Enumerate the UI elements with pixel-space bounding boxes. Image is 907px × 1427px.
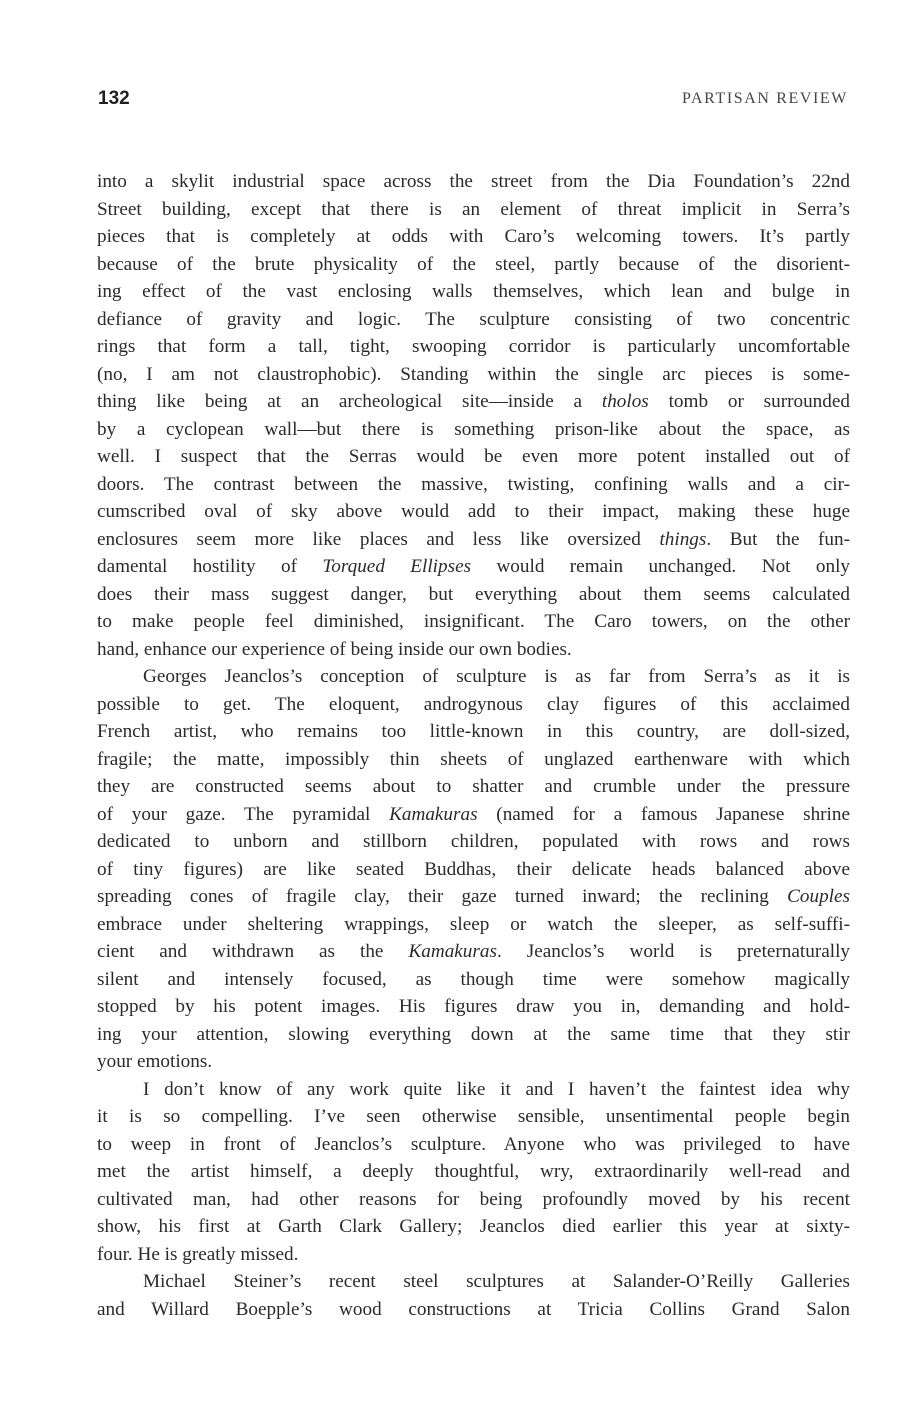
line-text: fragile; the matte, impossibly thin sheets of unglazed earthenware with which (97, 748, 850, 770)
line-text: silent and intensely focused, as though time were somehow magically (97, 968, 850, 990)
line-text: Michael Steiner’s recent steel sculptures at Salander-O’Reilly Galleries (143, 1271, 850, 1292)
text-line (97, 1213, 850, 1241)
line-text-pre: thing like being at an archeological site—inside a (97, 391, 602, 412)
text-line (97, 746, 850, 774)
line-text: doors. The contrast between the massive, twisting, confining walls and a cir- (97, 473, 850, 495)
text-line (97, 911, 850, 939)
line-text: four. He is greatly missed. (97, 1243, 299, 1265)
line-text: show, his first at Garth Clark Gallery; Jeanclos died earlier this year at sixty- (97, 1216, 850, 1237)
line-text: Street building, except that there is an element of threat implicit in Serra’s (97, 198, 850, 220)
line-text: and Willard Boepple’s wood constructions at Tricia Collins Grand Salon (97, 1298, 850, 1320)
line-text-pre: cient and withdrawn as the (97, 941, 409, 962)
line-text: (no, I am not claustrophobic). Standing within the single arc pieces is some- (97, 363, 850, 385)
line-text: pieces that is completely at odds with Caro’s welcoming towers. It’s partly (97, 226, 850, 247)
text-line (97, 608, 850, 636)
text-line (97, 1296, 850, 1324)
line-text: does their mass suggest danger, but everything about them seems calculated (97, 583, 850, 605)
line-text: cultivated man, had other reasons for being profoundly moved by his recent (97, 1188, 850, 1210)
line-text-post: (named for a famous Japanese shrine (477, 803, 850, 825)
italic-title: Kamakuras (408, 941, 497, 962)
line-text: by a cyclopean wall—but there is something prison-like about the space, as (97, 418, 850, 440)
text-line (97, 883, 850, 911)
running-head: PARTISAN REVIEW (681, 90, 848, 107)
line-text: embrace under sheltering wrappings, sleep or watch the sleeper, as self-suffi- (97, 913, 850, 935)
text-line (97, 498, 850, 526)
text-line (97, 856, 850, 884)
text-line (97, 691, 850, 719)
line-text: I don’t know of any work quite like it and I haven’t the faintest idea why (143, 1078, 850, 1100)
text-line (97, 443, 850, 471)
italic-title: Kamakuras (389, 803, 478, 825)
article-body (97, 168, 850, 1323)
line-text-post: . Jeanclos’s world is preternaturally (496, 941, 851, 962)
line-text: because of the brute physicality of the steel, partly because of the disorient- (97, 253, 850, 275)
text-line (97, 1021, 850, 1049)
text-line (97, 718, 850, 746)
text-line (97, 828, 850, 856)
text-line (97, 1241, 850, 1269)
line-text: dedicated to unborn and stillborn children, populated with rows and rows (97, 831, 850, 852)
page-header (98, 88, 850, 116)
line-text: ing your attention, slowing everything down at the same time that they stir (97, 1023, 850, 1045)
line-text: French artist, who remains too little-known in this country, are doll-sized, (97, 721, 850, 742)
line-text: into a skylit industrial space across the street from the Dia Foundation’s 22nd (97, 171, 850, 192)
text-line (97, 993, 850, 1021)
text-line (97, 1131, 850, 1159)
line-text: possible to get. The eloquent, androgynous clay figures of this acclaimed (97, 693, 850, 715)
line-text: they are constructed seems about to shatter and crumble under the pressure (97, 776, 850, 797)
line-text-pre: of your gaze. The pyramidal (97, 803, 390, 825)
text-line (97, 251, 850, 279)
text-line (97, 416, 850, 444)
line-text-post: tomb or surrounded (648, 391, 850, 412)
text-line (97, 306, 850, 334)
text-line (97, 938, 850, 966)
line-text: to make people feel diminished, insignificant. The Caro towers, on the other (97, 611, 850, 632)
line-text: rings that form a tall, tight, swooping corridor is particularly uncomfortable (97, 336, 850, 357)
line-text: hand, enhance our experience of being inside our own bodies. (97, 638, 572, 660)
line-text-post: would remain unchanged. Not only (471, 556, 851, 577)
italic-title: Couples (787, 886, 850, 907)
line-text-post: . But the fun- (706, 528, 850, 550)
line-text: well. I suspect that the Serras would be even more potent installed out of (97, 446, 850, 467)
page-number: 132 (98, 88, 130, 109)
line-text: to weep in front of Jeanclos’s sculpture. Anyone who was privileged to have (97, 1133, 850, 1155)
text-line (97, 526, 850, 554)
line-text: stopped by his potent images. His figures draw you in, demanding and hold- (97, 996, 850, 1017)
line-text: defiance of gravity and logic. The sculpture consisting of two concentric (97, 308, 850, 330)
line-text: it is so compelling. I’ve seen otherwise sensible, unsentimental people begin (97, 1106, 850, 1127)
text-line (97, 581, 850, 609)
text-line (97, 168, 850, 196)
text-line (97, 1268, 850, 1296)
line-text-pre: enclosures seem more like places and less like oversized (97, 528, 660, 550)
text-line (97, 196, 850, 224)
text-line (97, 278, 850, 306)
line-text: of tiny figures) are like seated Buddhas, their delicate heads balanced above (97, 858, 850, 880)
italic-title: tholos (601, 391, 649, 412)
text-line (97, 361, 850, 389)
text-line (97, 553, 850, 581)
text-line (97, 471, 850, 499)
text-line (97, 663, 850, 691)
text-line (97, 1158, 850, 1186)
italic-title: Torqued Ellipses (322, 556, 472, 577)
italic-title: things (659, 528, 707, 550)
text-line (97, 773, 850, 801)
text-line (97, 801, 850, 829)
text-line (97, 636, 850, 664)
line-text: Georges Jeanclos’s conception of sculpture is as far from Serra’s as it is (143, 666, 850, 687)
text-line (97, 223, 850, 251)
text-line (97, 1186, 850, 1214)
text-line (97, 1048, 850, 1076)
line-text-pre: spreading cones of fragile clay, their gaze turned inward; the reclining (97, 886, 788, 907)
text-line (97, 1103, 850, 1131)
line-text: met the artist himself, a deeply thoughtful, wry, extraordinarily well-read and (97, 1161, 850, 1182)
line-text: your emotions. (97, 1051, 213, 1072)
line-text: cumscribed oval of sky above would add to their impact, making these huge (97, 501, 850, 522)
line-text-pre: damental hostility of (97, 556, 323, 577)
text-line (97, 966, 850, 994)
text-line (97, 388, 850, 416)
text-line (97, 333, 850, 361)
line-text: ing effect of the vast enclosing walls themselves, which lean and bulge in (97, 281, 850, 302)
text-line (97, 1076, 850, 1104)
